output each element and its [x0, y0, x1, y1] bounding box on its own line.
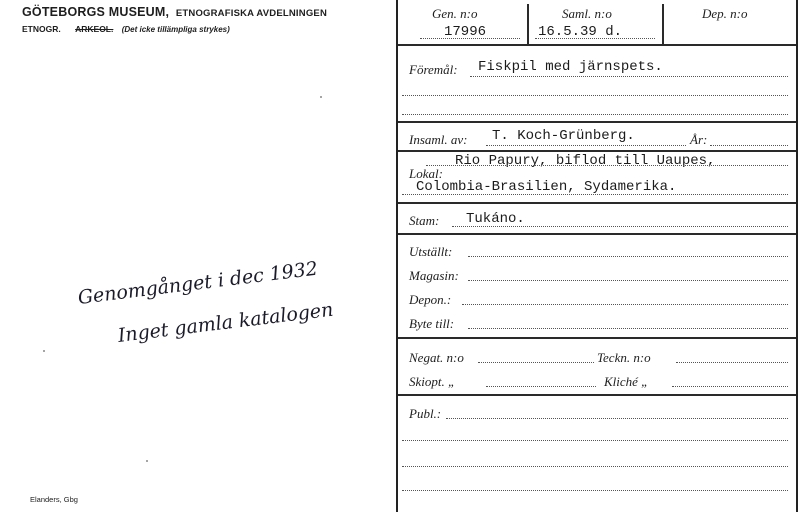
dotted-line: [402, 114, 788, 115]
section-rule: [398, 150, 796, 152]
utstallt-label: Utställt:: [409, 244, 453, 259]
saml-number-value: 16.5.39 d.: [538, 24, 623, 40]
depon-label: Depon.:: [409, 292, 452, 307]
gen-number-label: Gen. n:o: [432, 6, 478, 21]
gen-number-value: 17996: [444, 24, 487, 40]
dotted-line: [468, 280, 788, 281]
dotted-line: [468, 328, 788, 329]
header-bottom-rule: [398, 44, 796, 46]
lokal-label: Lokal:: [409, 166, 443, 181]
section-rule: [398, 394, 796, 396]
stam-value: Tukáno.: [466, 211, 525, 227]
collection-label: ETNOGR.: [22, 24, 61, 34]
section-rule: [398, 337, 796, 339]
kliche-label: Kliché „: [604, 374, 649, 389]
card-right-border: [796, 0, 798, 512]
dotted-line: [486, 386, 596, 387]
dotted-line: [426, 165, 788, 166]
dotted-line: [402, 194, 788, 195]
dotted-line: [446, 418, 788, 419]
header-divider: [527, 4, 529, 44]
dotted-line: [402, 466, 788, 467]
skiopt-label: Skiopt. „: [409, 374, 456, 389]
dep-number-label: Dep. n:o: [702, 6, 748, 21]
strike-note: (Det icke tillämpliga strykes): [121, 25, 230, 34]
struck-collection-label: ARKEOL.: [75, 24, 114, 34]
dotted-line: [402, 440, 788, 441]
section-rule: [398, 202, 796, 204]
handwritten-note-line1: Genomgånget i dec 1932: [76, 257, 320, 309]
section-rule: [398, 233, 796, 235]
speck: [320, 96, 322, 98]
speck: [146, 460, 148, 462]
dotted-line: [470, 76, 788, 77]
dotted-line: [478, 362, 594, 363]
publ-label: Publ.:: [409, 406, 442, 421]
magasin-label: Magasin:: [409, 268, 459, 283]
teckn-label: Teckn. n:o: [597, 350, 651, 365]
dotted-line: [402, 95, 788, 96]
byte-label: Byte till:: [409, 316, 455, 331]
dotted-line: [486, 145, 686, 146]
section-rule: [398, 121, 796, 123]
speck: [43, 350, 45, 352]
lokal-line1: Rio Papury, biflod till Uaupes,: [455, 153, 716, 169]
ar-label: År:: [690, 132, 708, 147]
card-left-border: [396, 0, 398, 512]
insaml-label: Insaml. av:: [409, 132, 468, 147]
insaml-value: T. Koch-Grünberg.: [492, 128, 635, 144]
dotted-line: [468, 256, 788, 257]
dotted-line: [672, 386, 788, 387]
negat-label: Negat. n:o: [409, 350, 464, 365]
printer-imprint: Elanders, Gbg: [30, 495, 78, 504]
dotted-line: [452, 226, 788, 227]
dotted-line: [676, 362, 788, 363]
foremal-value: Fiskpil med järnspets.: [478, 59, 663, 75]
museum-header: [22, 5, 327, 19]
foremal-label: Föremål:: [409, 62, 458, 77]
saml-number-label: Saml. n:o: [562, 6, 612, 21]
dotted-line: [402, 490, 788, 491]
stam-label: Stam:: [409, 213, 440, 228]
museum-name: GÖTEBORGS MUSEUM,: [22, 5, 170, 19]
header-divider: [662, 4, 664, 44]
handwritten-note-line2: Inget gamla katalogen: [116, 298, 335, 347]
collection-row: [22, 24, 230, 34]
dotted-line: [462, 304, 788, 305]
dotted-line: [710, 145, 788, 146]
lokal-line2: Colombia-Brasilien, Sydamerika.: [416, 179, 677, 195]
department-name: ETNOGRAFISKA AVDELNINGEN: [175, 8, 328, 19]
